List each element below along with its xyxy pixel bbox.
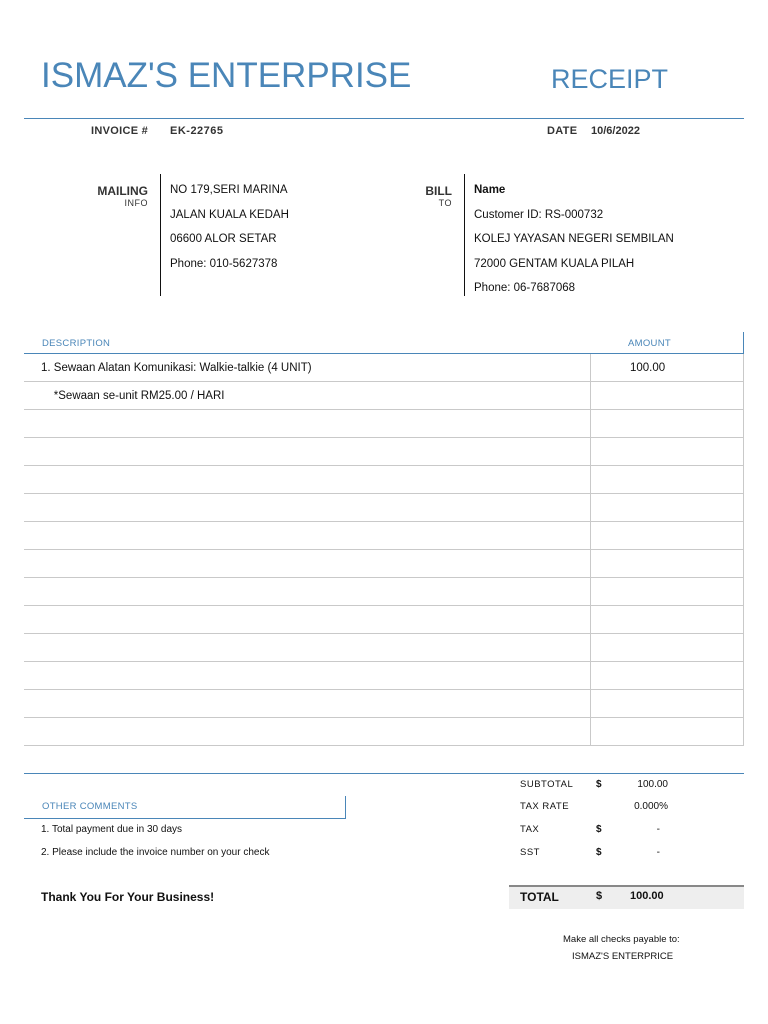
amount-column-header: AMOUNT xyxy=(628,338,671,349)
sst-label: SST xyxy=(520,847,540,858)
thank-you-message: Thank You For Your Business! xyxy=(41,890,215,904)
column-separator xyxy=(590,718,591,746)
bill-to-line: KOLEJ YAYASAN NEGERI SEMBILAN xyxy=(474,233,674,246)
row-right-border xyxy=(743,438,744,466)
line-items xyxy=(24,354,744,746)
tax-value: - xyxy=(656,824,660,835)
row-right-border xyxy=(743,662,744,690)
table-row xyxy=(24,690,744,718)
row-right-border xyxy=(743,606,744,634)
table-bottom-rule xyxy=(24,773,744,774)
table-row xyxy=(24,718,744,746)
column-separator xyxy=(590,606,591,634)
bill-label-sub: TO xyxy=(438,198,452,208)
row-right-border xyxy=(743,522,744,550)
header-divider xyxy=(24,118,744,119)
total-label: TOTAL xyxy=(520,890,559,904)
row-right-border xyxy=(743,494,744,522)
table-row xyxy=(24,662,744,690)
bill-label-main: BILL xyxy=(425,184,452,198)
payable-instruction: Make all checks payable to: xyxy=(563,934,680,945)
mailing-label-sub: INFO xyxy=(124,198,148,208)
other-comments-header: OTHER COMMENTS xyxy=(42,801,138,812)
table-row xyxy=(24,634,744,662)
table-row xyxy=(24,522,744,550)
table-row xyxy=(24,382,744,410)
tax-rate-value: 0.000% xyxy=(634,801,668,812)
sst-currency: $ xyxy=(596,847,602,858)
row-right-border xyxy=(743,410,744,438)
row-right-border xyxy=(743,354,744,382)
comment-line: 1. Total payment due in 30 days xyxy=(41,824,183,835)
item-description: 1. Sewaan Alatan Komunikasi: Walkie-talkie (4 UNIT) xyxy=(41,362,312,374)
amount-header-bar xyxy=(743,332,744,354)
date-label: DATE xyxy=(547,125,578,137)
item-amount: 100.00 xyxy=(630,362,666,374)
table-row xyxy=(24,410,744,438)
table-row xyxy=(24,466,744,494)
row-right-border xyxy=(743,690,744,718)
sst-value: - xyxy=(656,847,660,858)
column-separator xyxy=(590,662,591,690)
row-right-border xyxy=(743,382,744,410)
comment-line: 2. Please include the invoice number on your check xyxy=(41,847,270,858)
row-right-border xyxy=(743,634,744,662)
tax-currency: $ xyxy=(596,824,602,835)
row-right-border xyxy=(743,466,744,494)
comments-bar xyxy=(345,796,346,819)
description-column-header: DESCRIPTION xyxy=(42,338,111,349)
mailing-line: JALAN KUALA KEDAH xyxy=(170,208,289,221)
bill-to-line: Phone: 06-7687068 xyxy=(474,282,576,295)
mailing-divider xyxy=(160,174,161,296)
bill-to-line: Customer ID: RS-000732 xyxy=(474,208,604,221)
mailing-address xyxy=(170,184,289,282)
item-description: *Sewaan se-unit RM25.00 / HARI xyxy=(41,390,225,402)
invoice-number-label: INVOICE # xyxy=(91,125,149,137)
column-separator xyxy=(590,690,591,718)
column-separator xyxy=(590,522,591,550)
row-right-border xyxy=(743,550,744,578)
total-currency: $ xyxy=(596,890,603,902)
total-value: 100.00 xyxy=(630,890,664,902)
bill-to-label xyxy=(380,184,452,208)
mailing-line: NO 179,SERI MARINA xyxy=(170,184,288,196)
column-separator xyxy=(590,578,591,606)
invoice-number-value: EK-22765 xyxy=(170,125,224,137)
subtotal-currency: $ xyxy=(596,779,602,790)
column-separator xyxy=(590,466,591,494)
date-value: 10/6/2022 xyxy=(591,125,640,137)
row-right-border xyxy=(743,718,744,746)
row-right-border xyxy=(743,578,744,606)
bill-to-name: Name xyxy=(474,184,506,196)
column-separator xyxy=(590,438,591,466)
column-separator xyxy=(590,410,591,438)
payable-name: ISMAZ'S ENTERPRICE xyxy=(572,951,674,962)
mailing-info-label xyxy=(60,184,148,208)
subtotal-value: 100.00 xyxy=(637,779,668,790)
company-name: ISMAZ'S ENTERPRISE xyxy=(41,56,412,95)
table-row xyxy=(24,438,744,466)
subtotal-label: SUBTOTAL xyxy=(520,779,574,790)
mailing-line: 06600 ALOR SETAR xyxy=(170,233,277,246)
table-row xyxy=(24,578,744,606)
bill-to-line: 72000 GENTAM KUALA PILAH xyxy=(474,257,635,270)
comments-rule xyxy=(24,818,346,819)
bill-to-address xyxy=(474,184,674,307)
mailing-label-main: MAILING xyxy=(97,184,148,198)
mailing-line: Phone: 010-5627378 xyxy=(170,257,278,270)
document-type: RECEIPT xyxy=(551,64,669,94)
column-separator xyxy=(590,634,591,662)
table-row xyxy=(24,606,744,634)
table-row xyxy=(24,550,744,578)
bill-divider xyxy=(464,174,465,296)
column-separator xyxy=(590,494,591,522)
tax-label: TAX xyxy=(520,824,540,835)
column-separator xyxy=(590,550,591,578)
table-row xyxy=(24,494,744,522)
column-separator xyxy=(590,354,591,382)
table-row xyxy=(24,354,744,382)
tax-rate-label: TAX RATE xyxy=(520,801,570,812)
column-separator xyxy=(590,382,591,410)
